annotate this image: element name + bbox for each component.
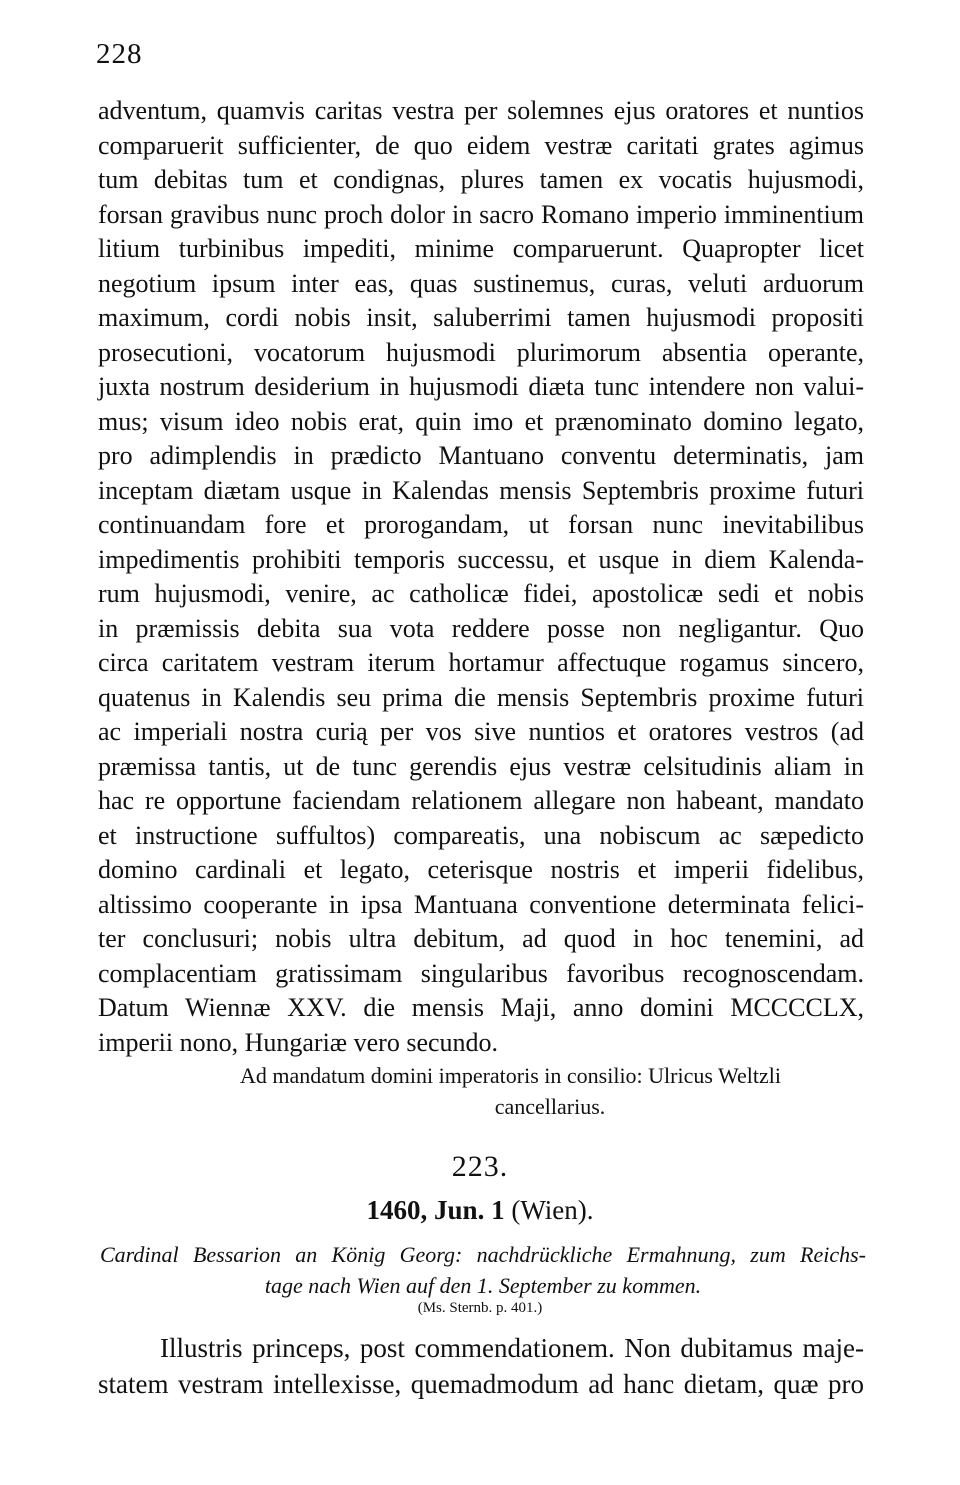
text-line: litium turbinibus impediti, minime comparuerunt. Quapropter licet bbox=[98, 234, 864, 263]
document-dateline bbox=[0, 1195, 960, 1226]
chancery-subscription bbox=[240, 1060, 860, 1122]
text-line: mus; visum ideo nobis erat, quin imo et prænominato domino legato, bbox=[98, 406, 864, 436]
text-line: maximum, cordi nobis insit, saluberrimi tamen hujusmodi propositi bbox=[98, 303, 864, 332]
text-line: inceptam diætam usque in Kalendas mensis Septembris proxime futuri bbox=[98, 475, 864, 505]
text-line: domino cardinali et legato, ceterisque nostris et imperii fidelibus, bbox=[98, 855, 864, 884]
page-number: 228 bbox=[96, 38, 143, 70]
text-line: altissimo cooperante in ipsa Mantuana conventione determinata felici- bbox=[98, 889, 864, 919]
document-date: 1460, Jun. 1 bbox=[366, 1195, 505, 1225]
document-place: (Wien). bbox=[511, 1195, 594, 1225]
text-line: comparuerit sufficienter, de quo eidem vestræ caritati grates agimus bbox=[98, 130, 864, 160]
text-line: Datum Wiennæ XXV. die mensis Maji, anno domini MCCCCLX, bbox=[98, 993, 864, 1022]
text-line: prosecutioni, vocatorum hujusmodi plurimorum absentia operante, bbox=[98, 337, 864, 367]
text-line: circa caritatem vestram iterum hortamur affectuque rogamus sincero, bbox=[98, 648, 864, 677]
text-line: Illustris princeps, post commendationem. Non dubitamus maje- bbox=[160, 1333, 864, 1363]
regest-line: Cardinal Bessarion an König Georg: nachdrückliche Ermahnung, zum Reichs- bbox=[100, 1242, 866, 1267]
text-line: statem vestram intellexisse, quemadmodum ad hanc dietam, quæ pro bbox=[98, 1369, 864, 1399]
manuscript-source: (Ms. Sternb. p. 401.) bbox=[417, 1300, 543, 1316]
document-number: 223. bbox=[451, 1150, 509, 1183]
document-regest bbox=[100, 1239, 866, 1301]
text-line: rum hujusmodi, venire, ac catholicæ fidei, apostolicæ sedi et nobis bbox=[98, 579, 864, 608]
text-line: pro adimplendis in prædicto Mantuano conventu determinatis, jam bbox=[98, 441, 864, 470]
text-line: continuandam fore et prorogandam, ut forsan nunc inevitabilibus bbox=[98, 510, 864, 539]
text-line: juxta nostrum desiderium in hujusmodi diæta tunc intendere non valui- bbox=[98, 372, 864, 401]
text-line: tum debitas tum et condignas, plures tamen ex vocatis hujusmodi, bbox=[98, 165, 864, 194]
text-line: adventum, quamvis caritas vestra per solemnes ejus oratores et nuntios bbox=[98, 96, 864, 125]
text-line: hac re opportune faciendam relationem allegare non habeant, mandato bbox=[98, 786, 864, 815]
text-line: ac imperiali nostra curią per vos sive nuntios et oratores vestros (ad bbox=[98, 717, 864, 746]
document-text bbox=[98, 1330, 864, 1402]
subscription-line: cancellarius. bbox=[494, 1094, 606, 1119]
letter-body bbox=[98, 94, 864, 1060]
text-line: quatenus in Kalendis seu prima die mensis Septembris proxime futuri bbox=[98, 682, 864, 712]
text-line: præmissa tantis, ut de tunc gerendis ejus vestræ celsitudinis aliam in bbox=[98, 751, 864, 781]
text-line: in præmissis debita sua vota reddere posse non negligantur. Quo bbox=[98, 613, 864, 643]
text-line: negotium ipsum inter eas, quas sustinemus, curas, veluti arduorum bbox=[98, 268, 864, 298]
text-line: complacentiam gratissimam singularibus favoribus recognoscendam. bbox=[98, 958, 864, 988]
subscription-line: Ad mandatum domini imperatoris in consilio: Ulricus Weltzli bbox=[240, 1063, 782, 1088]
text-line-last: imperii nono, Hungariæ vero secundo. bbox=[98, 1027, 499, 1057]
text-line: forsan gravibus nunc proch dolor in sacro Romano imperio imminentium bbox=[98, 199, 864, 229]
text-line: impedimentis prohibiti temporis successu, et usque in diem Kalenda- bbox=[98, 544, 864, 574]
text-line: ter conclusuri; nobis ultra debitum, ad quod in hoc tenemini, ad bbox=[98, 924, 864, 953]
text-line: et instructione suffultos) compareatis, una nobiscum ac sæpedicto bbox=[98, 820, 864, 850]
regest-line: tage nach Wien auf den 1. September zu kommen. bbox=[264, 1273, 702, 1298]
